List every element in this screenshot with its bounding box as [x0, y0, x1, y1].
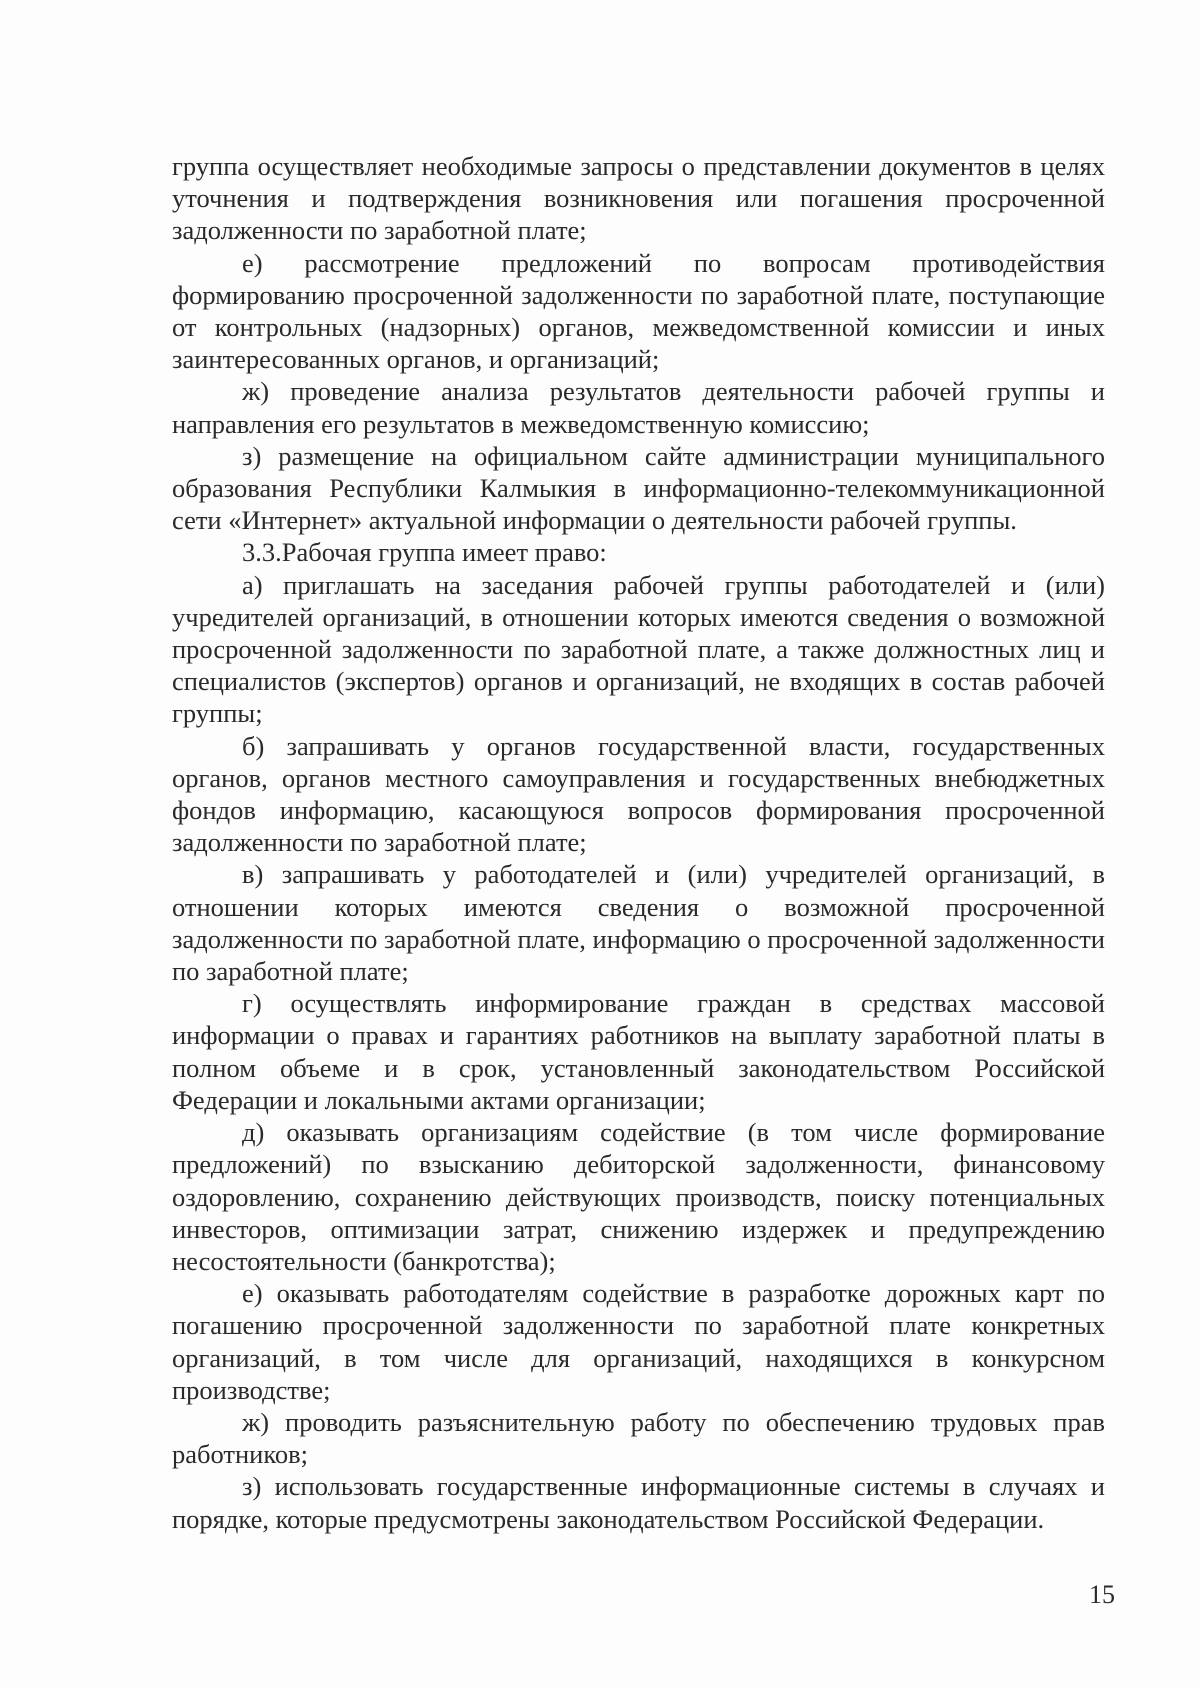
- paragraph-right-v: в) запрашивать у работодателей и (или) учредителей организаций, в отношении которых имеются сведения о возможной просроченной задолженности по заработной плате, информацию о просроченной задолженности по заработной плате;: [172, 859, 1105, 987]
- paragraph-right-a: а) приглашать на заседания рабочей группы работодателей и (или) учредителей организаций, в отношении которых имеются сведения о возможной просроченной задолженности по заработной плате, а также должностных лиц и специалистов (экспертов) органов и организаций, не входящих в состав рабочей группы;: [172, 569, 1105, 729]
- paragraph-right-e: е) оказывать работодателям содействие в разработке дорожных карт по погашению просроченной задолженности по заработной плате конкретных организаций, в том числе для организаций, находящихся в конкурсном производстве;: [172, 1278, 1105, 1405]
- paragraph-item-zh: ж) проведение анализа результатов деятельности рабочей группы и направления его результатов в межведомственную комиссию;: [172, 376, 1105, 439]
- paragraph-right-b: б) запрашивать у органов государственной власти, государственных органов, органов местного самоуправления и государственных внебюджетных фондов информацию, касающуюся вопросов формирования просроченной задолженности по заработной плате;: [172, 730, 1105, 858]
- paragraph-item-e: е) рассмотрение предложений по вопросам противодействия формированию просроченной задолженности по заработной плате, поступающие от контрольных (надзорных) органов, межведомственной комиссии и иных заинтересованных органов, и организаций;: [172, 247, 1105, 375]
- document-body: [172, 150, 1105, 1535]
- section-heading-3-3: 3.3.Рабочая группа имеет право:: [242, 537, 607, 568]
- paragraph-right-zh: ж) проводить разъяснительную работу по обеспечению трудовых прав работников;: [172, 1406, 1105, 1470]
- page-number: 15: [1089, 1580, 1115, 1609]
- paragraph-right-g: г) осуществлять информирование граждан в средствах массовой информации о правах и гарантиях работников на выплату заработной платы в полном объеме и в срок, установленный законодательством Российской Федерации и локальными актами организации;: [172, 988, 1105, 1115]
- paragraph-right-z: з) использовать государственные информационные системы в случаях и порядке, которые предусмотрены законодательством Российской Федерации.: [172, 1471, 1105, 1534]
- paragraph-right-d: д) оказывать организациям содействие (в том числе формирование предложений) по взысканию дебиторской задолженности, финансовому оздоровлению, сохранению действующих производств, поиску потенциальных инвесторов, оптимизации затрат, снижению издержек и предупреждению несостоятельности (банкротства);: [172, 1117, 1105, 1276]
- paragraph-continuation: группа осуществляет необходимые запросы о представлении документов в целях уточнения и подтверждения возникновения или погашения просроченной задолженности по заработной плате;: [172, 151, 1105, 246]
- paragraph-item-z: з) размещение на официальном сайте администрации муниципального образования Республики Калмыкия в информационно-телекоммуникационной сети «Интернет» актуальной информации о деятельности рабочей группы.: [172, 440, 1105, 536]
